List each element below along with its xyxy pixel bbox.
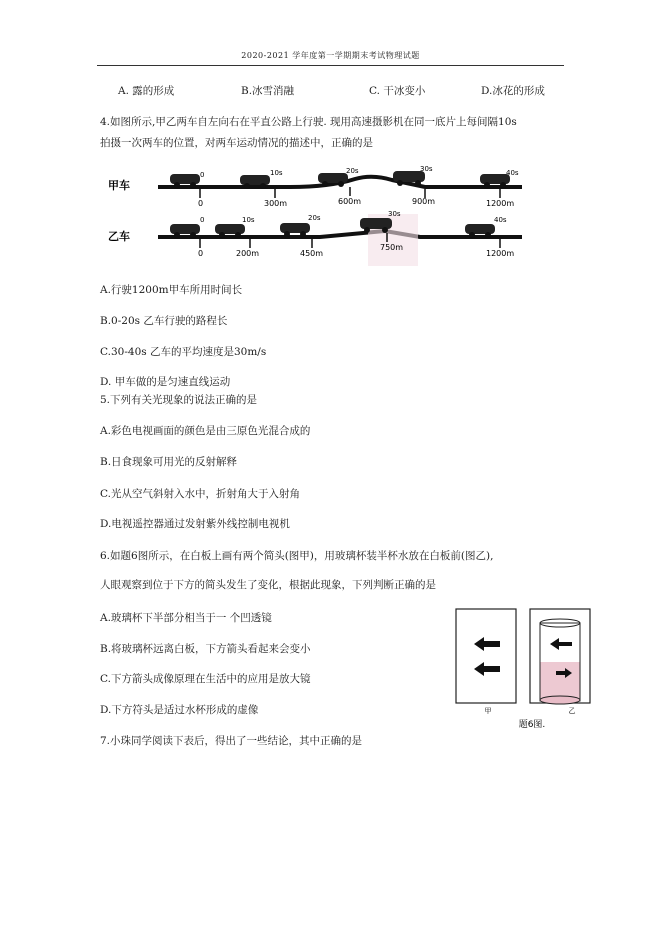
figure-a-label: 甲 [484,707,492,715]
car-a-time-10: 10s [270,169,283,177]
car-b-time-10: 10s [242,216,255,224]
car-b-dist-1200: 1200m [486,249,515,258]
car-b-dist-0: 0 [198,249,204,258]
q4-option-b: B.0-20s 乙车行驶的路程长 [100,315,228,327]
car-a-time-30: 30s [420,165,433,173]
q4-option-c: C.30-40s 乙车的平均速度是30m/s [100,346,267,358]
car-b-dist-750: 750m [380,243,404,252]
figure-caption: 题6图. [518,720,546,730]
car-a-time-40: 40s [506,169,519,177]
q6-option-b: B.将玻璃杯远离白板，下方箭头看起来会变小 [100,643,311,655]
car-a-label: 甲车 [108,179,130,192]
q3-option-d: D.冰花的形成 [481,85,545,97]
car-b-3 [280,223,310,237]
car-a-time-20: 20s [346,167,359,175]
car-a-dist-1200: 1200m [486,199,515,208]
q4-motion-figure [100,160,530,272]
header-rule [97,65,564,66]
q6-option-d: D.下方符头是适过水杯形成的虚像 [100,704,259,716]
car-b-label: 乙车 [108,230,130,243]
car-a-dist-0: 0 [198,199,204,208]
q5-option-b: B.日食现象可用光的反射解释 [100,456,238,468]
q3-option-a: A. 露的形成 [118,85,175,97]
figure-b-label: 乙 [568,707,576,715]
page-header: 2020-2021 学年度第一学期期末考试物理试题 [241,51,420,60]
car-b-time-40: 40s [494,216,507,224]
q5-option-a: A.彩色电视画面的颜色是由三原色光混合成的 [100,425,311,437]
car-a-dist-300: 300m [264,199,288,208]
q4-stem-line1: 4.如图所示,甲乙两车自左向右在平直公路上行驶. 现用高速摄影机在同一底片上每间隔10s [100,116,517,128]
car-b-time-0: 0 [200,216,205,224]
water [541,662,580,700]
q6-option-a: A.玻璃杯下半部分相当于一 个凹透镜 [100,612,272,624]
q5-stem: 5.下列有关光现象的说法正确的是 [100,394,258,406]
q3-option-b: B.冰雪消融 [241,85,295,97]
car-b-time-20: 20s [308,214,321,222]
q5-option-c: C.光从空气斜射入水中，折射角大于入射角 [100,488,300,500]
car-a-time-0: 0 [200,171,205,179]
car-a-dist-600: 600m [338,197,362,206]
q3-option-c: C. 干冰变小 [369,85,426,97]
board-a [456,609,516,703]
q4-stem-line2: 拍摄一次两车的位置，对两车运动情况的描述中，正确的是 [100,137,373,149]
q6-figure [452,607,592,735]
q6-stem-line1: 6.如题6图所示，在白板上画有两个简头(图甲)，用玻璃杯装半杯水放在白板前(图乙), [100,550,494,562]
car-b-time-30: 30s [388,210,401,218]
q4-option-d: D. 甲车做的是匀速直线运动 [100,376,231,388]
q5-option-d: D.电视遥控器通过发射紫外线控制电视机 [100,518,290,530]
q6-option-c: C.下方箭头成像原理在生活中的应用是放大镜 [100,673,311,685]
q6-stem-line2: 人眼观察到位于下方的简头发生了变化，根据此现象，下列判断正确的是 [100,579,436,591]
q7-stem: 7.小珠同学阅读下表后，得出了一些结论，其中正确的是 [100,735,363,747]
car-b-dist-450: 450m [300,249,324,258]
car-a-dist-900: 900m [412,197,436,206]
car-b-dist-200: 200m [236,249,260,258]
q4-option-a: A.行驶1200m甲车所用时间长 [100,284,243,296]
